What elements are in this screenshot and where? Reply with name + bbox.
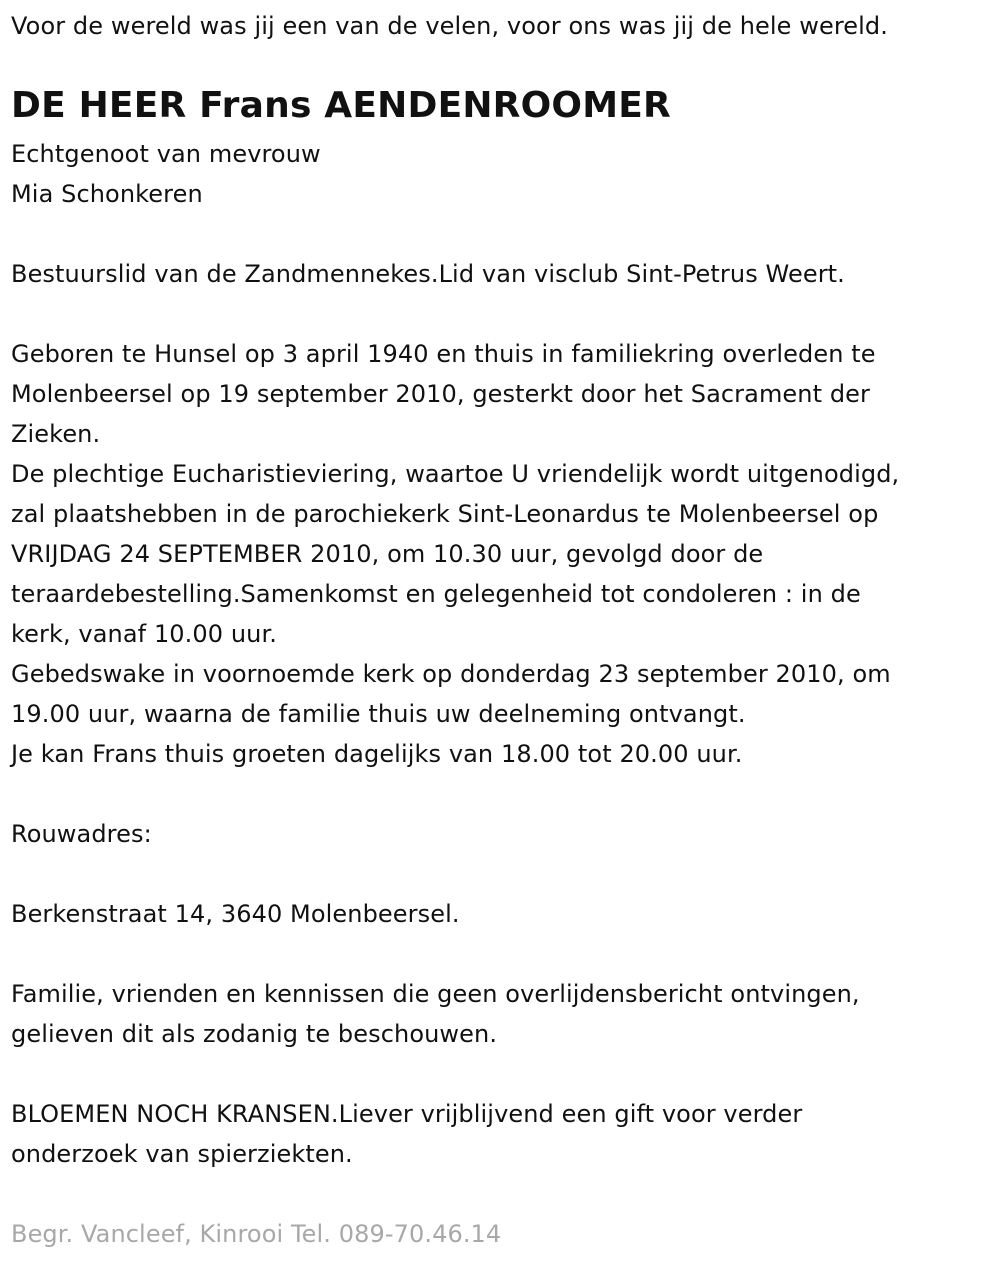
notice-line: Familie, vrienden en kennissen die geen overlijdensbericht ontvingen, (11, 980, 860, 1008)
motto-quote: Voor de wereld was jij een van de velen, voor ons was jij de hele wereld. (11, 12, 888, 40)
memberships-block (11, 254, 845, 294)
details-line: zal plaatshebben in de parochiekerk Sint-Leonardus te Molenbeersel op (11, 500, 879, 528)
flowers-line: BLOEMEN NOCH KRANSEN.Liever vrijblijvend een gift voor verder (11, 1100, 803, 1128)
details-block (11, 334, 899, 774)
details-line: Je kan Frans thuis groeten dagelijks van 18.00 tot 20.00 uur. (11, 740, 743, 768)
details-line: teraardebestelling.Samenkomst en gelegenheid tot condoleren : in de (11, 580, 861, 608)
details-line: Gebedswake in voornoemde kerk op donderdag 23 september 2010, om (11, 660, 891, 688)
details-line: VRIJDAG 24 SEPTEMBER 2010, om 10.30 uur, gevolgd door de (11, 540, 764, 568)
address-value-block (11, 894, 460, 934)
details-line: Zieken. (11, 420, 101, 448)
details-line: De plechtige Eucharistieviering, waartoe U vriendelijk wordt uitgenodigd, (11, 460, 900, 488)
details-line: 19.00 uur, waarna de familie thuis uw deelneming ontvangt. (11, 700, 746, 728)
details-line: kerk, vanaf 10.00 uur. (11, 620, 277, 648)
spouse-name: Mia Schonkeren (11, 180, 203, 208)
address-value: Berkenstraat 14, 3640 Molenbeersel. (11, 900, 460, 928)
spouse-line: Echtgenoot van mevrouw (11, 140, 321, 168)
details-line: Geboren te Hunsel op 3 april 1940 en thuis in familiekring overleden te (11, 340, 876, 368)
flowers-block (11, 1094, 802, 1174)
address-label: Rouwadres: (11, 820, 152, 848)
spouse-block (11, 134, 321, 214)
notice-block (11, 974, 860, 1054)
memberships-text: Bestuurslid van de Zandmennekes.Lid van visclub Sint-Petrus Weert. (11, 260, 845, 288)
deceased-name: DE HEER Frans AENDENROOMER (11, 85, 671, 126)
address-label-block (11, 814, 152, 854)
details-line: Molenbeersel op 19 september 2010, gesterkt door het Sacrament der (11, 380, 871, 408)
funeral-director-footer: Begr. Vancleef, Kinrooi Tel. 089-70.46.14 (11, 1220, 502, 1248)
flowers-line: onderzoek van spierziekten. (11, 1140, 353, 1168)
notice-line: gelieven dit als zodanig te beschouwen. (11, 1020, 498, 1048)
